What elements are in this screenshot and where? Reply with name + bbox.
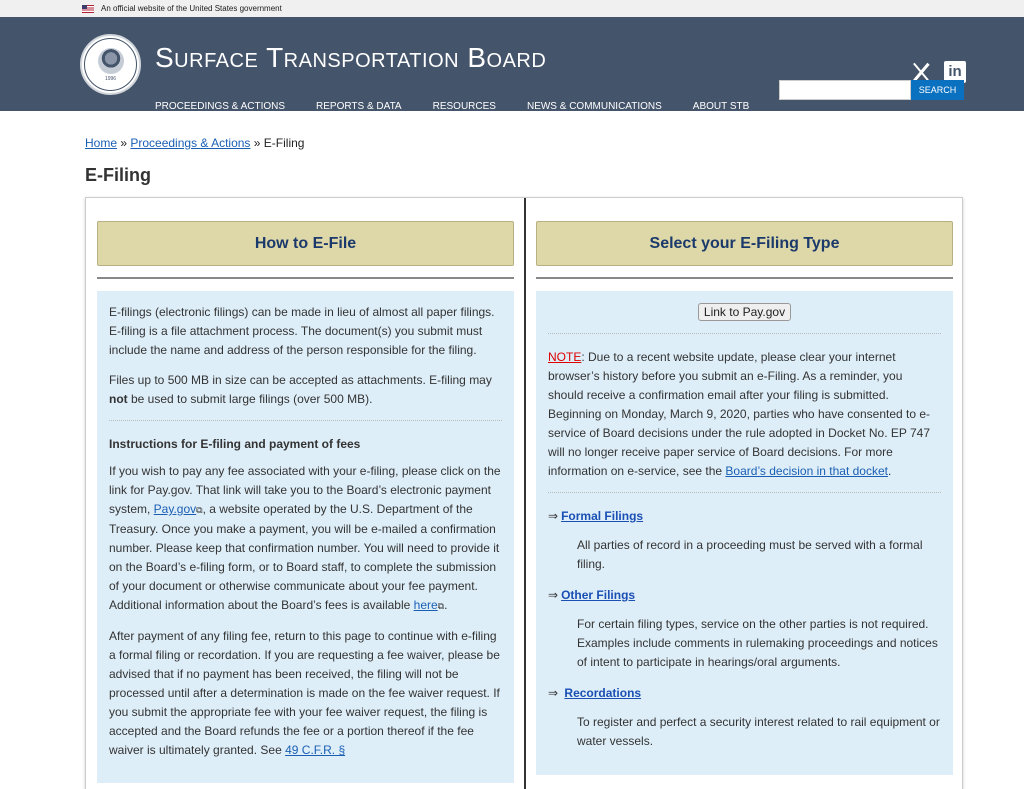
search-button[interactable]: SEARCH [911, 80, 964, 100]
eagle-icon [98, 48, 124, 74]
site-title[interactable]: Surface Transportation Board [155, 42, 547, 73]
note-paragraph: NOTE: Due to a recent website update, please clear your internet browser’s history before you submit an e-Filing. As a reminder, you should receive a confirmation email after your filing is submitted. Beginning on Monday, March 9, 2020, parties who have consented to e-service of Board decisions under the rule adopted in Docket No. EP 747 will no longer receive paper service of Board decisions. For more information on e-service, see the Board’s decision in that docket. [548, 350, 931, 478]
arrow-right-icon: ⇒ [548, 588, 559, 602]
efiling-panels [85, 197, 963, 789]
external-link-icon: ⧉ [196, 505, 203, 515]
linkedin-icon[interactable]: in [944, 61, 966, 83]
breadcrumb-home[interactable]: Home [85, 136, 118, 150]
paygov-button[interactable]: Link to Pay.gov [698, 303, 791, 321]
gov-banner-text: An official website of the United States government [101, 4, 282, 13]
arrow-right-icon: ⇒ [548, 686, 559, 700]
breadcrumb: Home » Proceedings & Actions » E-Filing [85, 136, 305, 150]
breadcrumb-proceedings[interactable]: Proceedings & Actions [130, 136, 251, 150]
nav-reports-data[interactable]: REPORTS & DATA [316, 101, 402, 112]
paygov-link[interactable]: Pay.gov [153, 502, 197, 516]
payment-paragraph: If you wish to pay any fee associated with your e-filing, please click on the link for Pay.gov. That link will take you to the Board’s electronic payment system, Pay.gov⧉, a website operated by the U.S. Department of the Treasury. Once you make a payment, you will be e-mailed a confirmation number. Please keep that confirmation number. You will need to provide it on the Board’s e-filing form, or to Board staff, to complete the submission of your document or otherwise communicate about your fee payment. Additional information about the Board’s fees is available here⧉. [109, 464, 501, 612]
stb-seal-logo[interactable] [80, 34, 141, 95]
how-to-efile-heading: How to E-File [97, 221, 514, 266]
fees-here-link[interactable]: here [413, 598, 438, 612]
select-type-heading: Select your E-Filing Type [536, 221, 953, 266]
site-header [0, 17, 1024, 111]
recordations-desc: To register and perfect a security interest related to rail equipment or water vessels. [577, 715, 940, 748]
arrow-right-icon: ⇒ [548, 509, 559, 523]
nav-news-communications[interactable]: NEWS & COMMUNICATIONS [526, 101, 662, 112]
column-divider [524, 198, 526, 789]
note-label: NOTE [548, 350, 582, 364]
breadcrumb-current: E-Filing [263, 136, 305, 150]
how-to-efile-column [97, 198, 514, 783]
gov-banner [0, 0, 1024, 17]
fee-waiver-paragraph: After payment of any filing fee, return to this page to continue with e-filing a formal filing or recordation. If you are requesting a fee waiver, please be advised that if no payment has been received, the filing will not be processed until after a determination is made on the fee waiver request. If you submit the appropriate fee with your fee waiver request, the filing is accepted and the Board refunds the fee or a portion thereof if the fee waiver is ultimately granted. See 49 C.F.R. § [109, 629, 500, 757]
recordations-link[interactable]: Recordations [564, 686, 642, 700]
other-filings-desc: For certain filing types, service on the other parties is not required. Examples include comments in rulemaking proceedings and notices of intent to participate in hearings/oral arguments. [577, 617, 938, 669]
other-filings-link[interactable]: Other Filings [561, 588, 636, 602]
board-decision-link[interactable]: Board’s decision in that docket [725, 464, 888, 478]
external-link-icon: ⧉ [437, 601, 445, 611]
select-type-column [536, 198, 953, 775]
intro-paragraph: E-filings (electronic filings) can be made in lieu of almost all paper filings. E-filing is a file attachment process. The document(s) you submit must include the name and address of the person responsible for the filing. [109, 305, 495, 357]
page-title: E-Filing [85, 165, 151, 185]
nav-proceedings-actions[interactable]: PROCEEDINGS & ACTIONS [155, 101, 286, 112]
file-size-paragraph: Files up to 500 MB in size can be accepted as attachments. E-filing may not be used to submit large filings (over 500 MB). [109, 373, 492, 406]
cfr-link[interactable]: 49 C.F.R. § [285, 743, 346, 757]
formal-filings-item [548, 507, 941, 526]
nav-about-stb[interactable]: ABOUT STB [692, 101, 750, 112]
instructions-heading: Instructions for E-filing and payment of fees [109, 437, 361, 451]
nav-resources[interactable]: RESOURCES [432, 101, 496, 112]
main-nav [155, 101, 780, 112]
select-type-body [536, 291, 953, 775]
search-input[interactable] [779, 80, 911, 100]
us-flag-icon [82, 5, 94, 13]
recordations-item [548, 684, 941, 703]
seal-year: 1996 [104, 75, 117, 82]
formal-filings-desc: All parties of record in a proceeding must be served with a formal filing. [577, 538, 923, 571]
formal-filings-link[interactable]: Formal Filings [561, 509, 644, 523]
other-filings-item [548, 586, 941, 605]
how-to-efile-body [97, 291, 514, 783]
